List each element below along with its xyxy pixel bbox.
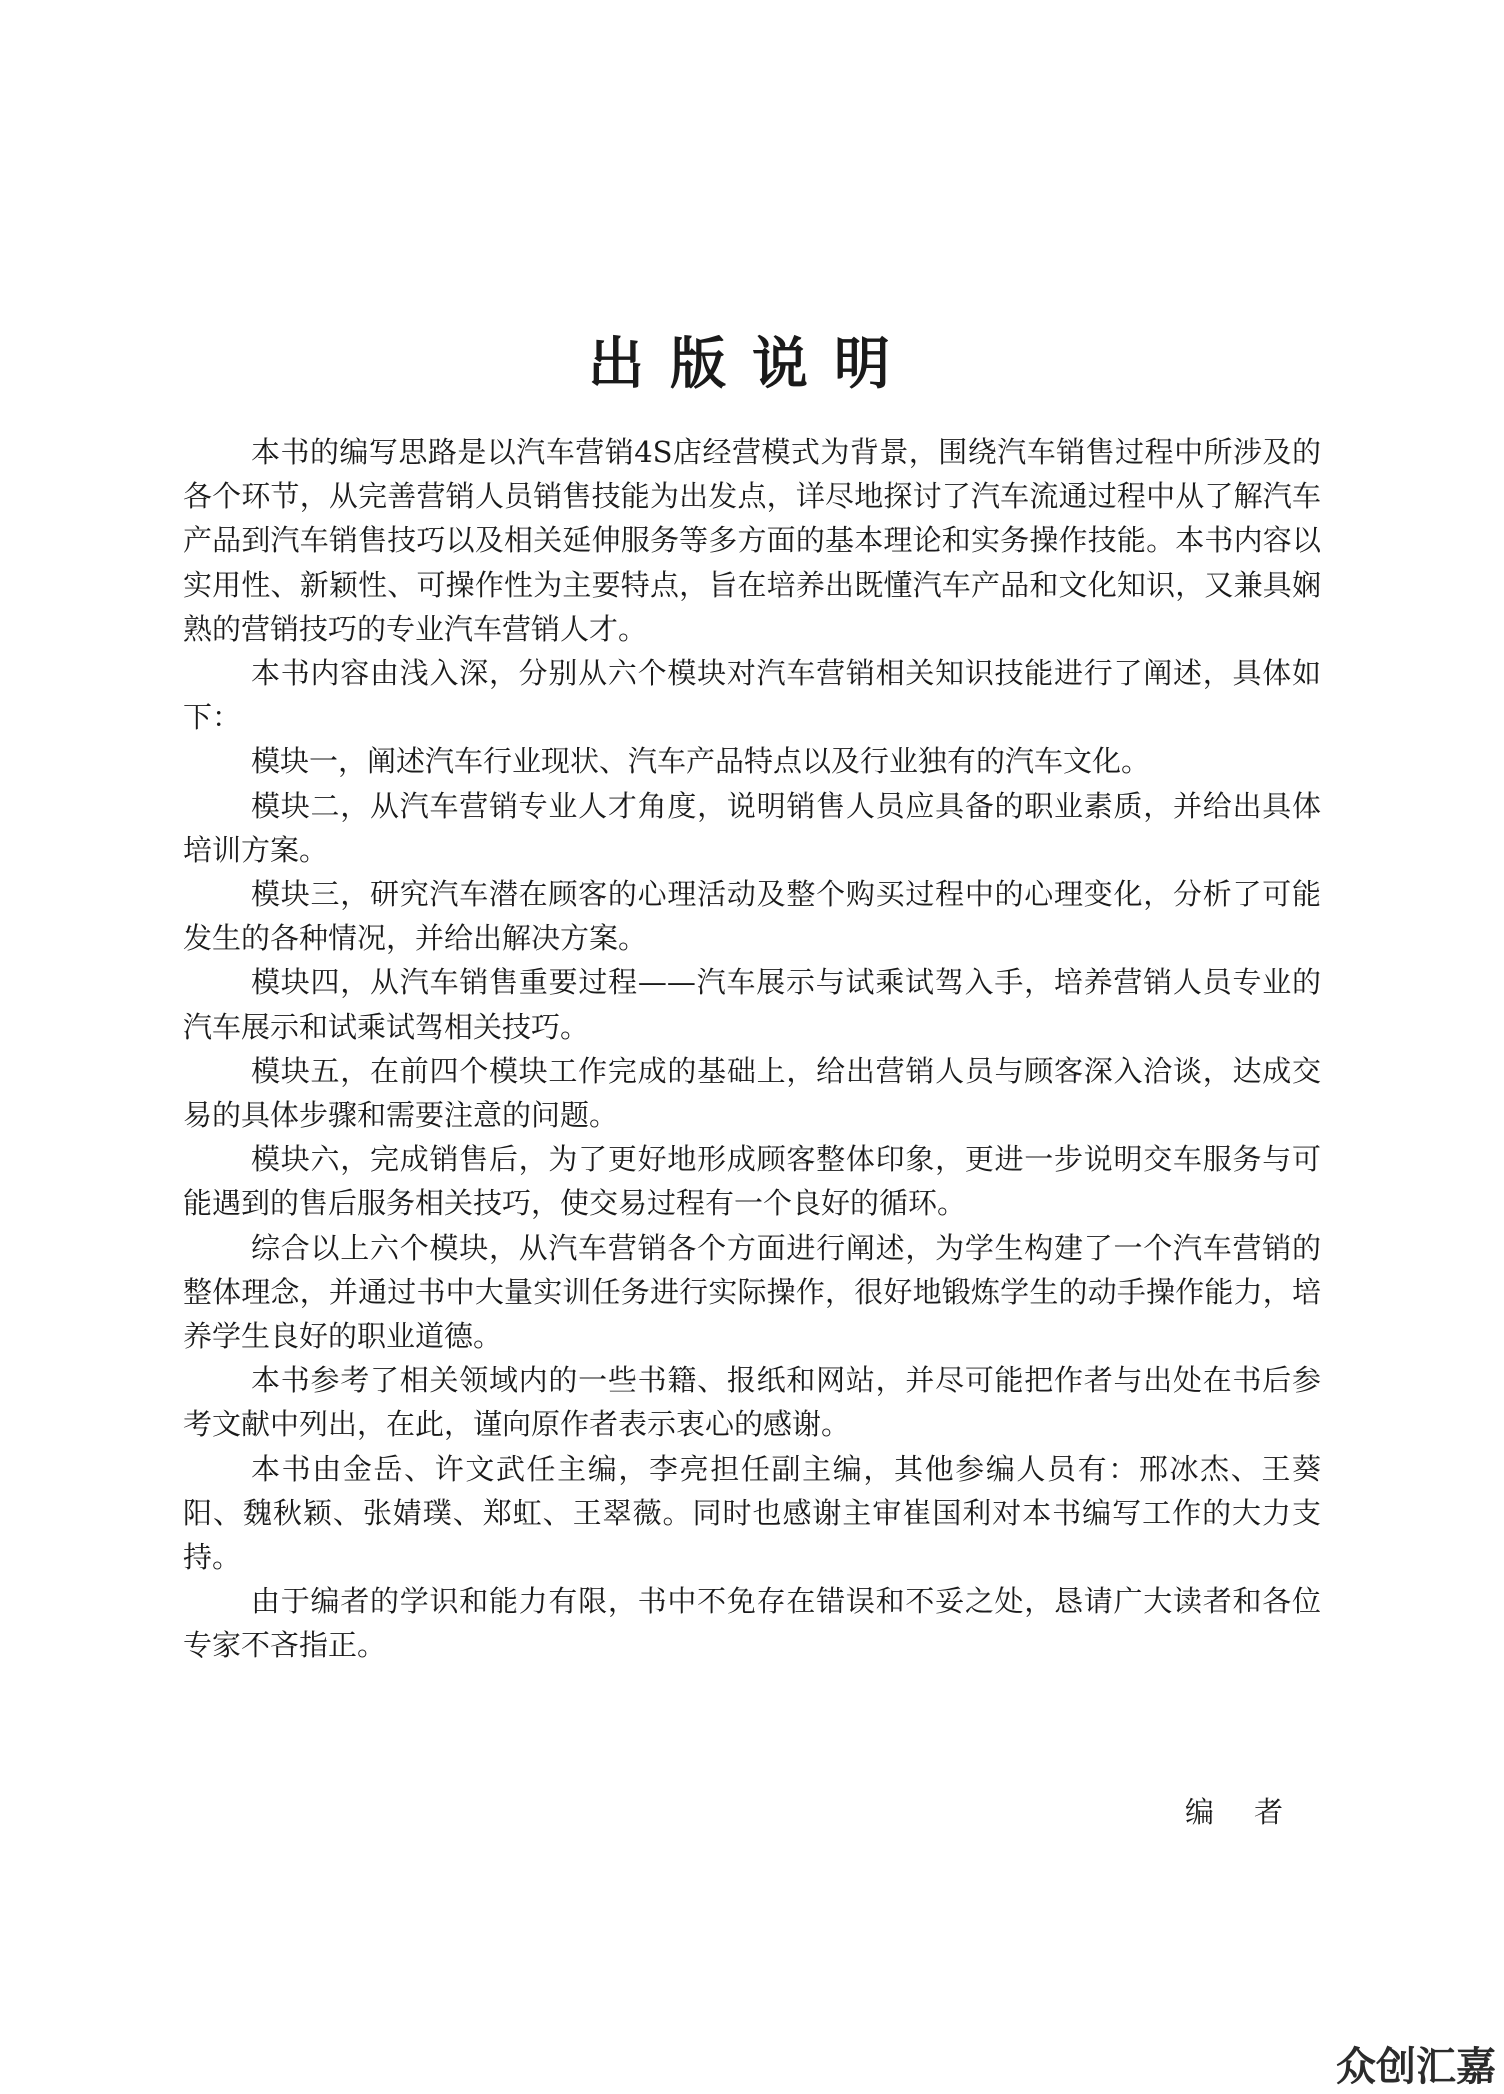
paragraph-references: 本书参考了相关领域内的一些书籍、报纸和网站，并尽可能把作者与出处在书后参考文献中列出，在此，谨向原作者表示衷心的感谢。 — [183, 1363, 1321, 1442]
signature: 编者 — [1185, 1795, 1324, 1829]
paragraph-intro: 本书的编写思路是以汽车营销4S店经营模式为背景，围绕汽车销售过程中所涉及的各个环节，从完善营销人员销售技能为出发点，详尽地探讨了汽车流通过程中从了解汽车产品到汽车销售技巧以及相关延伸服务等多方面的基本理论和实务操作技能。本书内容以实用性、新颖性、可操作性为主要特点，旨在培养出既懂汽车产品和文化知识，又兼具娴熟的营销技巧的专业汽车营销人才。 — [183, 435, 1321, 646]
paragraph-module-1: 模块一，阐述汽车行业现状、汽车产品特点以及行业独有的汽车文化。 — [251, 744, 1151, 779]
page-title: 出版说明 — [588, 331, 916, 397]
paragraph-module-4: 模块四，从汽车销售重要过程——汽车展示与试乘试驾入手，培养营销人员专业的汽车展示和试乘试驾相关技巧。 — [183, 965, 1321, 1044]
paragraph-authors: 本书由金岳、许文武任主编，李亮担任副主编，其他参编人员有：邢冰杰、王葵阳、魏秋颖、张婧璞、郑虹、王翠薇。同时也感谢主审崔国利对本书编写工作的大力支持。 — [183, 1451, 1321, 1575]
paragraph-closing: 由于编者的学识和能力有限，书中不免存在错误和不妥之处，恳请广大读者和各位专家不吝指正。 — [183, 1584, 1321, 1663]
paragraph-module-2: 模块二，从汽车营销专业人才角度，说明销售人员应具备的职业素质，并给出具体培训方案。 — [183, 788, 1321, 867]
paragraph-module-3: 模块三，研究汽车潜在顾客的心理活动及整个购买过程中的心理变化，分析了可能发生的各种情况，并给出解决方案。 — [183, 877, 1321, 956]
paragraph-module-6: 模块六，完成销售后，为了更好地形成顾客整体印象，更进一步说明交车服务与可能遇到的售后服务相关技巧，使交易过程有一个良好的循环。 — [183, 1142, 1321, 1221]
paragraph-module-5: 模块五，在前四个模块工作完成的基础上，给出营销人员与顾客深入洽谈，达成交易的具体步骤和需要注意的问题。 — [183, 1053, 1321, 1133]
body-text — [183, 430, 1321, 1668]
paragraph-summary: 综合以上六个模块，从汽车营销各个方面进行阐述，为学生构建了一个汽车营销的整体理念，并通过书中大量实训任务进行实际操作，很好地锻炼学生的动手操作能力，培养学生良好的职业道德。 — [183, 1230, 1321, 1354]
paragraph-overview: 本书内容由浅入深，分别从六个模块对汽车营销相关知识技能进行了阐述，具体如下： — [183, 656, 1321, 735]
watermark-logo: 众创汇嘉 — [1336, 2044, 1496, 2090]
